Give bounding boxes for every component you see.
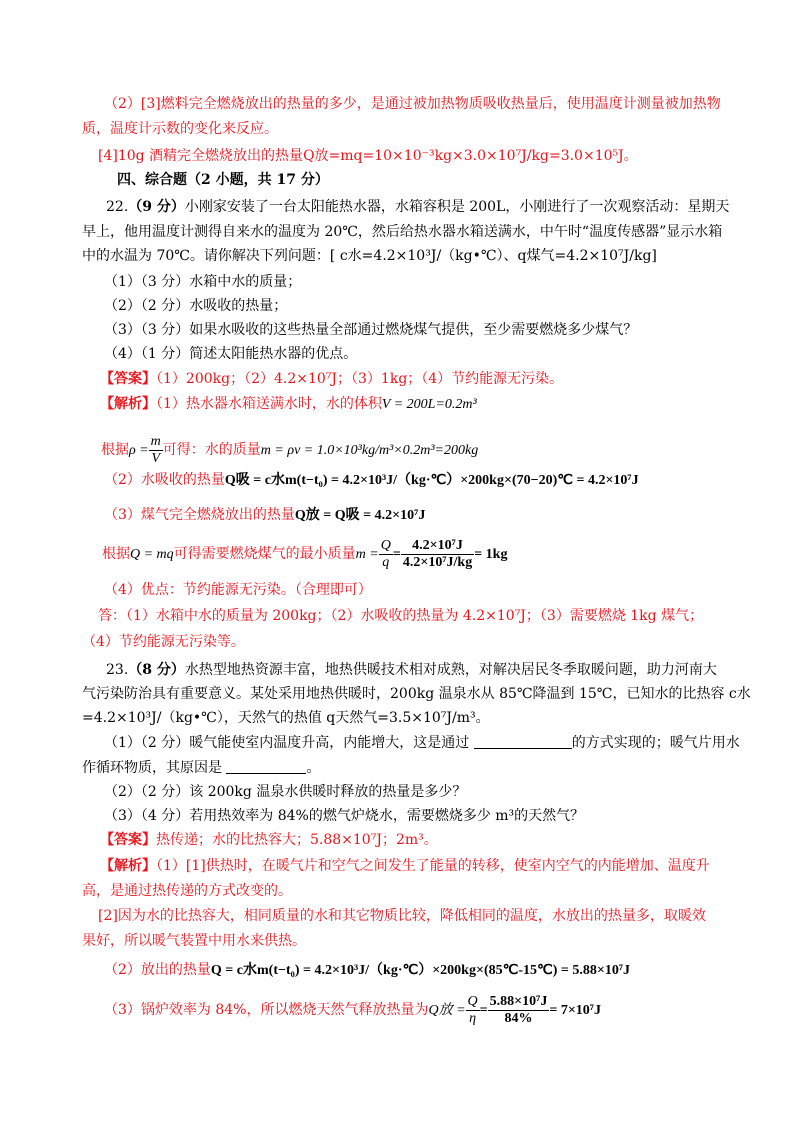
formula: Q放 = Q吸 = 4.2×10⁷J	[294, 508, 426, 523]
numerator: 4.2×10⁷J	[401, 538, 474, 555]
denominator: η	[469, 1010, 477, 1026]
sub-question: （2）（2 分）水吸收的热量；	[104, 298, 288, 314]
denominator: V	[151, 450, 161, 466]
question-text: 。	[306, 760, 321, 776]
formula: m =	[355, 547, 379, 562]
question-score: （8 分）	[128, 662, 185, 678]
explanation-text: 根据	[101, 442, 129, 458]
formula: V = 200L=0.2m³	[381, 397, 477, 412]
explanation-text: （3）锅炉效率为 84%，所以燃烧天然气释放热量为	[104, 1002, 429, 1018]
numerator: Q	[380, 537, 391, 553]
question-23-line	[106, 660, 717, 680]
explanation-line: 果好，所以暖气装置中用水来供热。	[82, 933, 306, 949]
numerator: 5.88×10⁷J	[489, 993, 548, 1009]
explanation-line	[104, 960, 630, 981]
explanation-tag: 【解析】	[100, 396, 156, 412]
question-text: 作循环物质，其原因是	[82, 760, 222, 776]
explanation-text: （2）放出的热量	[104, 962, 211, 978]
question-number: 23.	[106, 662, 129, 678]
answer-blank[interactable]	[474, 734, 572, 749]
answer-line	[100, 369, 563, 389]
explanation-line	[104, 470, 639, 491]
denominator: q	[382, 554, 390, 570]
formula: Q = mq	[130, 547, 174, 562]
question-number: 22.	[106, 199, 129, 215]
formula: m = ρv = 1.0×10³kg/m³×0.2m³=200kg	[260, 443, 479, 458]
question-text: 早上，他用温度计测得自来水的温度为 20℃，然后给热水器水箱送满水，中午时“温度传感器”显示水箱	[82, 224, 723, 240]
explanation-text: 根据	[102, 546, 130, 562]
question-text: =4.2×10³J/（kg•℃），天然气的热值 q天然气=3.5×10⁷J/m³。	[82, 710, 490, 726]
solution-line: 质，温度计示数的变化来反应。	[82, 121, 278, 137]
denominator: 4.2×10⁷J/kg	[402, 554, 473, 570]
explanation-text: 可得：水的质量	[162, 442, 261, 458]
answer-blank[interactable]	[226, 759, 306, 774]
answer-line	[100, 830, 438, 850]
explanation-text: （2）水吸收的热量	[104, 472, 225, 488]
answer-text: （1）200kg；（2）4.2×10⁷J；（3）1kg；（4）节约能源无污染。	[156, 371, 564, 387]
question-score: （9 分）	[128, 199, 185, 215]
conclusion-line: 答：（1）水箱中水的质量为 200kg；（2）水吸收的热量为 4.2×10⁷J；（3）需要燃烧 1kg 煤气；	[98, 608, 704, 624]
explanation-line	[100, 394, 477, 415]
explanation-text: （3）煤气完全燃烧放出的热量	[104, 507, 295, 523]
formula: Q放 =	[428, 1003, 466, 1018]
sub-question: （3）（3 分）如果水吸收的这些热量全部通过燃烧煤气提供，至少需要燃烧多少煤气？	[104, 322, 638, 338]
solution-line: （2）[3]燃料完全燃烧放出的热量的多少，是通过被加热物质吸收热量后，使用温度计测量被加热物	[104, 96, 721, 112]
solution-formula: Q放=mq=10×10⁻³kg×3.0×10⁷J/kg=3.0×10⁵J。	[303, 148, 638, 164]
explanation-line	[101, 430, 478, 471]
fraction	[488, 994, 550, 1027]
denominator: 84%	[504, 1010, 533, 1026]
solution-text: [4]10g 酒精完全燃烧放出的热量	[98, 148, 304, 164]
numerator: Q	[467, 993, 478, 1009]
formula-result: = 1kg	[474, 547, 508, 562]
sub-question	[104, 733, 740, 753]
answer-tag: 【答案】	[100, 832, 156, 848]
explanation-line	[102, 534, 507, 575]
formula-result: = 7×10⁷J	[549, 1003, 601, 1018]
explanation-line: （4）优点：节约能源无污染。（合理即可）	[104, 582, 372, 598]
explanation-line: 高，是通过热传递的方式改变的。	[82, 883, 292, 899]
explanation-text: （1）热水器水箱送满水时，水的体积	[156, 396, 382, 412]
sub-question: （2）（2 分）该 200kg 温泉水供暖时释放的热量是多少？	[104, 784, 467, 800]
fraction	[379, 538, 393, 571]
sub-question: （1）（3 分）水箱中水的质量；	[104, 274, 302, 290]
equals: =	[392, 547, 401, 562]
formula: Q = c水m(t−t₀) = 4.2×10³J/（kg·℃）×200kg×(85℃-15℃) = 5.88×10⁷J	[210, 963, 631, 978]
solution-line	[98, 146, 638, 166]
sub-question: （4）（1 分）简述太阳能热水器的优点。	[104, 346, 358, 362]
explanation-line	[104, 505, 425, 526]
numerator: m	[150, 433, 161, 449]
explanation-line	[104, 990, 601, 1031]
question-text: 水热型地热资源丰富，地热供暖技术相对成熟，对解决居民冬季取暖问题，助力河南大	[184, 662, 717, 678]
question-text: （1）（2 分）暖气能使室内温度升高，内能增大，这是通过	[104, 735, 470, 751]
question-text: 的方式实现的；暖气片用水	[571, 735, 740, 751]
fraction	[401, 538, 474, 571]
equals: =	[479, 1003, 488, 1018]
answer-tag: 【答案】	[100, 371, 156, 387]
explanation-tag: 【解析】	[100, 858, 156, 874]
formula: Q吸 = c水m(t−t₀) = 4.2×10³J/（kg·℃）×200kg×(70−20)℃ = 4.2×10⁷J	[224, 473, 639, 488]
explanation-line	[100, 856, 710, 876]
formula: ρ =	[129, 443, 149, 458]
explanation-text: （1）[1]供热时，在暖气片和空气之间发生了能量的转移，使室内空气的内能增加、温度升	[156, 858, 710, 874]
answer-text: 热传递；水的比热容大；5.88×10⁷J；2m³。	[156, 832, 438, 848]
conclusion-line: （4）节约能源无污染等。	[82, 634, 245, 650]
question-text: 气污染防治具有重要意义。某处采用地热供暖时，200kg 温泉水从 85℃降温到 15℃，已知水的比热容 c水	[82, 686, 751, 702]
sub-question	[82, 758, 320, 778]
fraction	[149, 434, 163, 467]
fraction	[466, 994, 480, 1027]
explanation-line: [2]因为水的比热容大，相同质量的水和其它物质比较，降低相同的温度，水放出的热量多，取暖效	[98, 908, 706, 924]
question-22-line	[106, 197, 729, 217]
question-text: 中的水温为 70℃。请你解决下列问题：[ c水=4.2×10³J/（kg•℃）、q煤气=4.2×10⁷J/kg]	[82, 248, 657, 264]
question-text: 小刚家安装了一台太阳能热水器，水箱容积是 200L，小刚进行了一次观察活动：星期天	[184, 199, 730, 215]
section-heading: 四、综合题（2 小题，共 17 分）	[117, 172, 329, 188]
sub-question: （3）（4 分）若用热效率为 84%的燃气炉烧水，需要燃烧多少 m³的天然气？	[104, 808, 585, 824]
explanation-text: 可得需要燃烧煤气的最小质量	[173, 546, 356, 562]
